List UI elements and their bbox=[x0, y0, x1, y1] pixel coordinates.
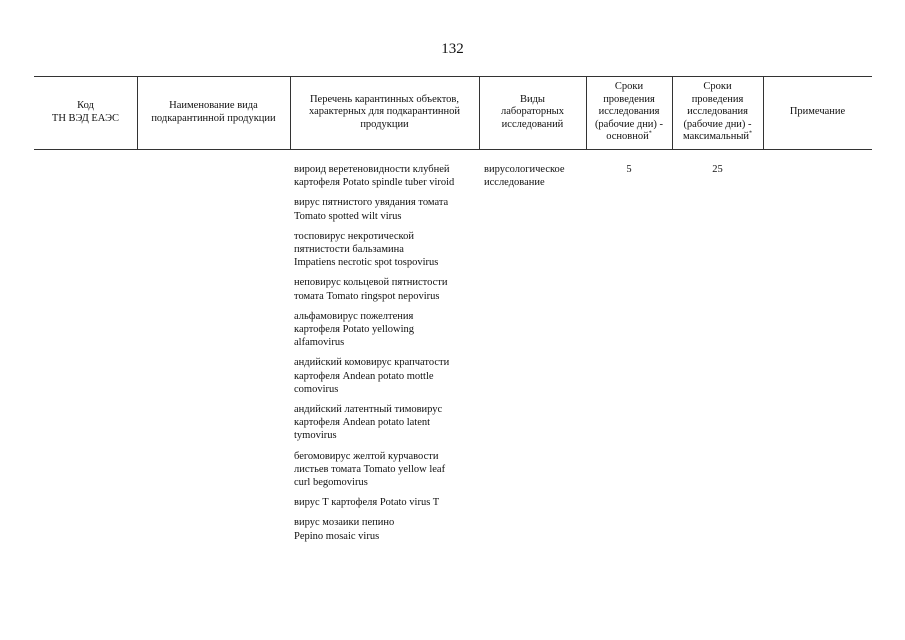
header-term-line: исследования bbox=[687, 106, 748, 118]
table-header-rule bbox=[34, 149, 872, 150]
lab-type-cell bbox=[484, 163, 565, 189]
header-term-line: проведения bbox=[603, 93, 655, 105]
header-term-line: Сроки bbox=[614, 81, 644, 93]
header-objects-line: продукции bbox=[360, 118, 409, 130]
object-line: вирус Т картофеля Potato virus T bbox=[294, 497, 440, 509]
object-line: пятнистости бальзамина bbox=[294, 244, 404, 256]
header-term-line: (рабочие дни) - bbox=[683, 118, 752, 130]
header-product-line: Наименование вида bbox=[169, 100, 258, 111]
list-item bbox=[294, 163, 480, 189]
object-line: андийский латентный тимовирус bbox=[294, 404, 443, 416]
header-term-line: исследования bbox=[598, 106, 660, 118]
header-term-line: (рабочие дни) - bbox=[594, 118, 664, 130]
list-item bbox=[294, 516, 480, 542]
object-line: Impatiens necrotic spot tospovirus bbox=[294, 257, 439, 269]
term-main-value: 5 bbox=[626, 164, 632, 175]
quarantine-objects-list bbox=[294, 163, 480, 550]
object-line: alfamovirus bbox=[294, 337, 345, 349]
object-line: бегомовирус желтой курчавости bbox=[294, 450, 439, 462]
object-line: альфамовирус пожелтения bbox=[294, 310, 414, 322]
object-line: картофеля Potato yellowing bbox=[294, 324, 415, 336]
page-number: 132 bbox=[441, 41, 464, 57]
object-line: Pepino mosaic virus bbox=[294, 530, 380, 542]
object-line: картофеля Andean potato mottle bbox=[294, 370, 434, 382]
header-term-word: максимальный bbox=[683, 131, 749, 143]
header-lab-types bbox=[479, 76, 586, 149]
header-lab-line: лабораторных bbox=[500, 106, 564, 118]
header-term-word: основной bbox=[606, 131, 649, 143]
header-code-line: ТН ВЭД ЕАЭС bbox=[51, 112, 120, 124]
header-objects bbox=[290, 76, 479, 149]
object-line: Tomato spotted wilt virus bbox=[294, 210, 402, 222]
list-item bbox=[294, 496, 480, 509]
list-item bbox=[294, 450, 480, 490]
header-term-line bbox=[595, 131, 663, 144]
header-objects-line: Перечень карантинных объектов, bbox=[309, 93, 460, 105]
object-line: вироид веретеновидности клубней bbox=[294, 164, 450, 175]
object-line: вирус пятнистого увядания томата bbox=[294, 197, 449, 209]
object-line: тосповирус некротической bbox=[294, 230, 414, 242]
header-code bbox=[34, 76, 137, 149]
header-note-label: Примечание bbox=[789, 106, 846, 118]
footnote-mark: * bbox=[648, 130, 652, 137]
header-note bbox=[763, 76, 872, 149]
object-line: tymovirus bbox=[294, 430, 337, 442]
term-max-value: 25 bbox=[712, 164, 723, 175]
lab-type-line: исследование bbox=[484, 177, 545, 189]
list-item bbox=[294, 356, 480, 396]
lab-type-line: вирусологическое bbox=[484, 164, 565, 175]
object-line: томата Tomato ringspot nepovirus bbox=[294, 290, 440, 302]
header-product bbox=[137, 76, 290, 149]
header-term-max bbox=[672, 76, 763, 149]
object-line: картофеля Potato spindle tuber viroid bbox=[294, 177, 455, 189]
object-line: неповирус кольцевой пятнистости bbox=[294, 277, 448, 289]
object-line: comovirus bbox=[294, 383, 339, 395]
list-item bbox=[294, 230, 480, 270]
header-term-line: Сроки bbox=[703, 81, 732, 93]
list-item bbox=[294, 196, 480, 222]
header-code-line: Код bbox=[77, 100, 94, 111]
header-lab-line: исследований bbox=[501, 118, 564, 130]
header-term-line: проведения bbox=[691, 93, 744, 105]
list-item bbox=[294, 310, 480, 350]
header-term-main bbox=[586, 76, 672, 149]
footnote-mark: * bbox=[749, 130, 752, 137]
header-lab-line: Виды bbox=[519, 93, 545, 105]
object-line: картофеля Andean potato latent bbox=[294, 417, 431, 429]
object-line: андийский комовирус крапчатости bbox=[294, 357, 450, 369]
header-product-line: подкарантинной продукции bbox=[151, 112, 276, 124]
object-line: curl begomovirus bbox=[294, 477, 368, 489]
list-item bbox=[294, 403, 480, 443]
object-line: вирус мозаики пепино bbox=[294, 517, 395, 529]
header-objects-line: характерных для подкарантинной bbox=[308, 106, 461, 118]
list-item bbox=[294, 276, 480, 302]
header-term-line bbox=[683, 131, 752, 144]
object-line: листьев томата Tomato yellow leaf bbox=[294, 463, 446, 475]
